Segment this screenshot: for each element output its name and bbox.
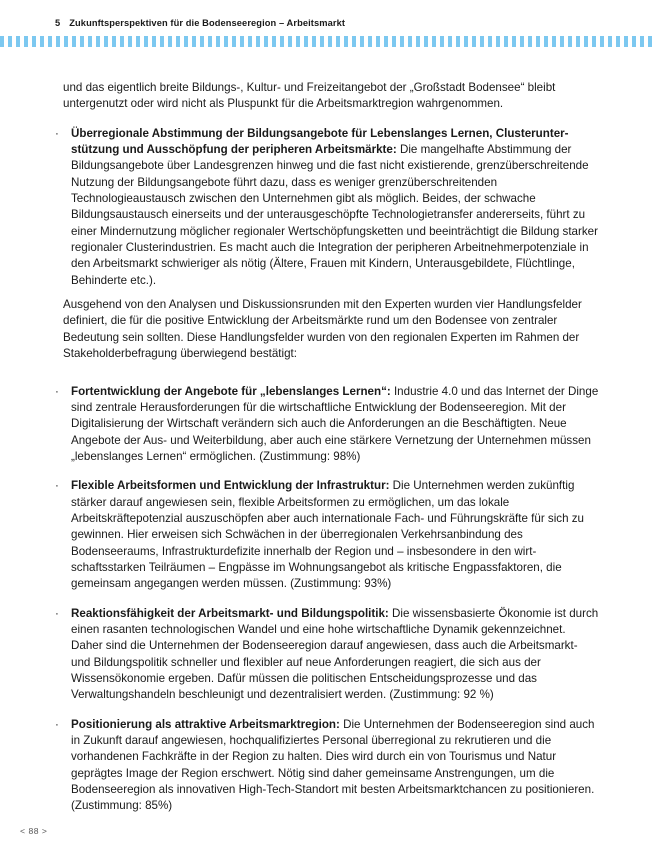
list-item <box>55 478 600 592</box>
page-folio: < 88 > <box>20 826 48 836</box>
section-spacer <box>63 376 600 384</box>
list-item-body: Industrie 4.0 und das Internet der Dinge sind zentrale Herausforderungen für die wirtschaftliche Entwicklung der Bodenseeregion. Mit der Digitalisierung der Wirtschaft verändern sich auch die Anforderungen an die Beschäftigten. Neue Angebote der Aus- und Weiterbildung, aber auch eine stärkere Vernetzung der Unternehmen müssen „lebenslanges Lernen“ ermöglichen. (Zustimmung: 98%) <box>71 384 599 463</box>
list-item-body: Die mangelhafte Abstimmung der Bildungsangebote über Landesgrenzen hinweg und die fast nicht existierende, grenzüberschreitende Nutzung der Bildungsangebote führt dazu, dass es weniger grenzüberschreitenden Technologieaustausch zwischen den Unternehmen gibt als möglich. Beides, der schwache Bildungsaustausch einerseits und der unterausgeschöpfte Technologietransfer andererseits, führt zu einer Mindernutzung möglicher regionaler Wertschöpfungsketten und beeinträchtigt die Bildung starker regionaler Clusterindustrien. Es macht auch die Integration der peripheren Arbeitnehmerpotenziale in den Arbeitsmarkt schwieriger als nötig (Ältere, Frauen mit Kindern, Unterausgebildete, Flüchtlinge, Behinderte etc.). <box>71 143 598 287</box>
list-item-body: Die Unternehmen werden zukünftig stärker darauf angewiesen sein, flexible Arbeitsformen zu ermöglichen, um das lokale Arbeitskräftepotenzial auszuschöpfen aber auch internationale Fach- und Führungskräfte für sich zu gewinnen. Hier erweisen sich Schwächen in der überregionalen Verkehrsanbindung des Bodenseeraums, Infrastrukturdefizite innerhalb der Region und – insbesondere in den wirtschaftsstarken Teilräumen – Engpässe im Wohnungsangebot als kritische Engpassfaktoren, die gemeinsam angegangen werden müssen. (Zustimmung: 93%) <box>71 479 584 591</box>
bullet-marker-icon: · <box>55 606 59 620</box>
list-item-body: Die Unternehmen der Bodenseeregion sind auch in Zukunft darauf angewiesen, hochqualifiziertes Personal überregional zu rekrutieren und die vorhandenen Fachkräfte in der Region zu halten. Dies wird durch ein von Tourismus und Natur geprägtes Image der Region erschwert. Nötig sind daher gemeinsame Anstrengungen, um die Bodenseeregion als innovativen High-Tech-Standort mit besten Arbeitsmarktchancen zu positionieren. (Zustimmung: 85%) <box>71 717 595 813</box>
bullet-marker-icon: · <box>55 717 59 731</box>
list-item <box>55 384 600 466</box>
handlungsfelder-bullet-list <box>55 384 600 815</box>
list-item-lead: Flexible Arbeitsformen und Entwicklung der Infrastruktur: <box>71 479 390 493</box>
list-item <box>55 606 600 704</box>
list-item-lead: Fortentwicklung der Angebote für „lebenslanges Lernen“: <box>71 384 391 398</box>
list-item-body: Die wissensbasierte Ökonomie ist durch einen rasanten technologischen Wandel und eine hohe wirtschaftliche Dynamik gekennzeichnet. Daher sind die Unternehmen der Bodenseeregion darauf angewiesen, dass auch die Arbeitsmarkt- und Bildungspolitik schneller und flexibler auf neue Anforderungen reagiert, die sich aus der Wissensökonomie ergeben. Dafür müssen die politischen Entscheidungsprozesse und das Verwaltungshandeln beschleunigt und dezentralisiert werden. (Zustimmung: 92 %) <box>71 606 599 702</box>
intro-paragraph: und das eigentlich breite Bildungs-, Kultur- und Freizeitangebot der „Großstadt Bodensee“ bleibt untergenutzt oder wird nicht als Pluspunkt für die Arbeitsmarktregion wahrgenommen. <box>63 81 556 111</box>
bullet-marker-icon: · <box>55 384 59 398</box>
dashed-rule-divider <box>0 36 653 47</box>
list-item <box>55 126 600 289</box>
section-spacer <box>63 289 600 297</box>
running-header-title: Zukunftsperspektiven für die Bodenseeregion – Arbeitsmarkt <box>69 18 346 28</box>
list-item-lead: Positionierung als attraktive Arbeitsmarktregion: <box>71 717 340 731</box>
list-item-lead: Reaktionsfähigkeit der Arbeitsmarkt- und Bildungspolitik: <box>71 606 389 620</box>
challenge-bullet-list <box>55 126 600 289</box>
running-header <box>55 18 637 28</box>
bridge-paragraph: Ausgehend von den Analysen und Diskussionsrunden mit den Experten wurden vier Handlungsfelder definiert, die für die positive Entwicklung der Arbeitsmärkte rund um den Bodensee von zentraler Bedeutung sein sollten. Diese Handlungsfelder wurden von den regionalen Experten im Rahmen der Stakeholderbefragung überwiegend bestätigt: <box>63 298 582 361</box>
list-item <box>55 717 600 815</box>
bullet-marker-icon: · <box>55 479 59 493</box>
page-body <box>55 80 600 815</box>
list-item-lead: Überregionale Abstimmung der Bildungsangebote für Lebenslanges Lernen, Clusterunterstützung und Ausschöpfung der peripheren Arbeitsmärkte: <box>71 126 569 157</box>
bullet-marker-icon: · <box>55 126 59 140</box>
chapter-number: 5 <box>55 18 61 28</box>
